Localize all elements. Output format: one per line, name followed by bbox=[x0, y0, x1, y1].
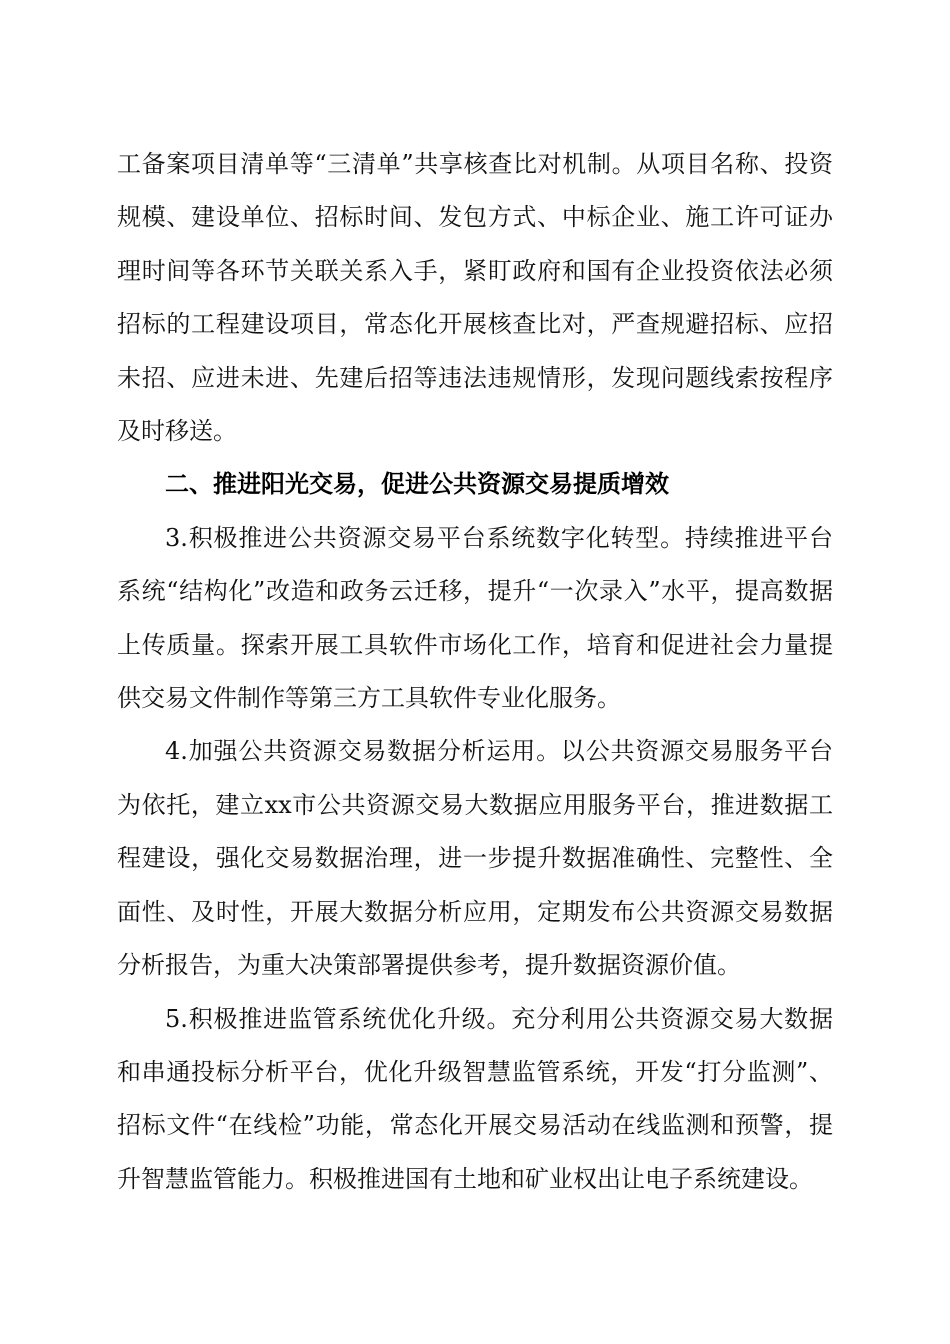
section-heading: 二、推进阳光交易，促进公共资源交易提质增效 bbox=[165, 470, 669, 499]
document-body bbox=[117, 138, 833, 1206]
paragraph-continued: 工备案项目清单等“三清单”共享核查比对机制。从项目名称、投资规模、建设单位、招标时间、发包方式、中标企业、施工许可证办理时间等各环节关联关系入手，紧盯政府和国有企业投资依法必须招标的工程建设项目，常态化开展核查比对，严查规避招标、应招未招、应进未进、先建后招等违法违规情形，发现问题线索按程序及时移送。 bbox=[117, 150, 833, 446]
paragraph-item-4: 4.加强公共资源交易数据分析运用。以公共资源交易服务平台为依托，建立xx市公共资源交易大数据应用服务平台，推进数据工程建设，强化交易数据治理，进一步提升数据准确性、完整性、全面性、及时性，开展大数据分析应用，定期发布公共资源交易数据分析报告，为重大决策部署提供参考，提升数据资源价值。 bbox=[117, 737, 833, 980]
paragraph-item-5: 5.积极推进监管系统优化升级。充分利用公共资源交易大数据和串通投标分析平台，优化升级智慧监管系统，开发“打分监测”、招标文件“在线检”功能，常态化开展交易活动在线监测和预警，提升智慧监管能力。积极推进国有土地和矿业权出让电子系统建设。 bbox=[117, 1004, 833, 1193]
paragraph-item-3: 3.积极推进公共资源交易平台系统数字化转型。持续推进平台系统“结构化”改造和政务云迁移，提升“一次录入”水平，提高数据上传质量。探索开展工具软件市场化工作，培育和促进社会力量提供交易文件制作等第三方工具软件专业化服务。 bbox=[117, 523, 833, 713]
